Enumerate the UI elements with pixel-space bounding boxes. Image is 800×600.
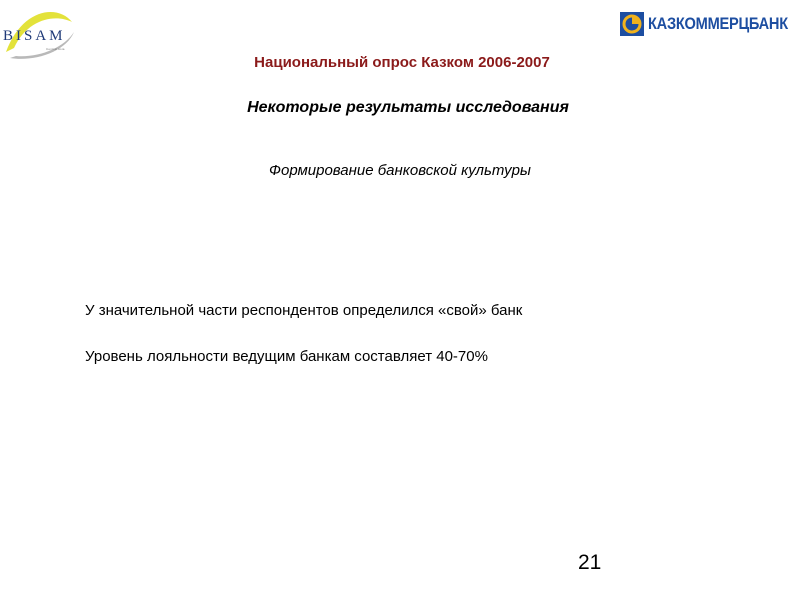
finding-loyalty-level: Уровень лояльности ведущим банкам составляет 40-70% — [85, 348, 488, 365]
kazkommertsbank-name: КАЗКОММЕРЦБАНК — [648, 14, 788, 33]
section-title: Некоторые результаты исследования — [247, 99, 569, 116]
survey-title: Национальный опрос Казком 2006-2007 — [254, 54, 550, 71]
kazkommertsbank-emblem-icon — [620, 12, 644, 36]
finding-own-bank: У значительной части респондентов определился «свой» банк — [85, 302, 523, 319]
kazkommertsbank-logo — [620, 11, 800, 37]
bisam-tagline: Central Asia — [46, 47, 65, 51]
page-number: 21 — [578, 551, 602, 574]
subsection-title: Формирование банковской культуры — [269, 162, 531, 179]
bisam-wordmark: BISAM — [3, 28, 66, 44]
